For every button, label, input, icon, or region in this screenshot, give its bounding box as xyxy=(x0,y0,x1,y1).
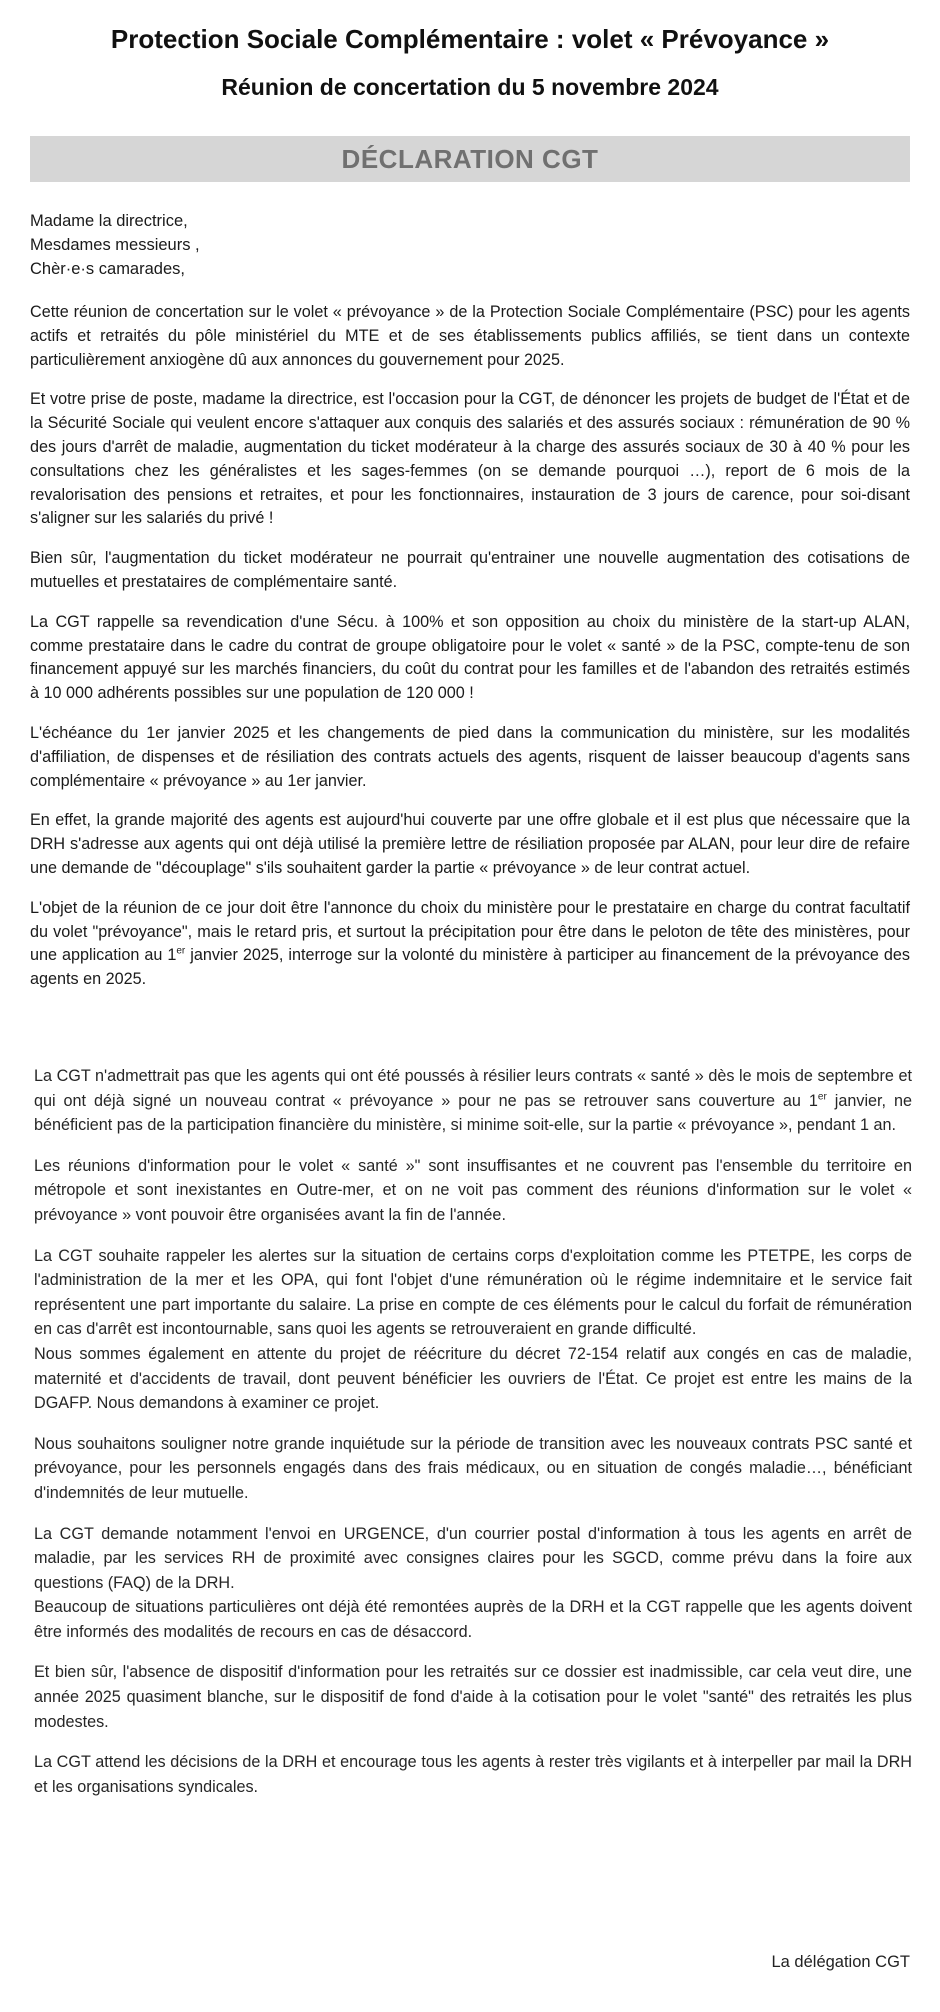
paragraph: Nous souhaitons souligner notre grande inquiétude sur la période de transition avec les nouveaux contrats PSC santé et prévoyance, pour les personnels engagés dans des frais médicaux, ou en situation de congés maladie…, bénéficiant d'indemnités de leur mutuelle. xyxy=(34,1434,912,1502)
paragraph xyxy=(30,897,910,992)
paragraph xyxy=(30,809,910,880)
paragraph: Nous sommes également en attente du projet de réécriture du décret 72-154 relatif aux congés en cas de maladie, maternité et d'accidents de travail, dont peuvent bénéficier les ouvriers de l'État. Ce projet est entre les mains de la DGAFP. Nous demandons à examiner ce projet. xyxy=(34,1344,912,1413)
paragraph-text: En effet, la grande majorité des agents est aujourd'hui couverte par une offre globale et il est plus que nécessaire que la DRH s'adresse aux agents qui ont déjà utilisé la première lettre de résiliation proposée par ALAN, pour leur dire de refaire une demande de "découplage" s'ils souhaitent garder la partie « prévoyance » de leur contrat actuel. xyxy=(30,811,910,877)
paragraph: Et votre prise de poste, madame la directrice, est l'occasion pour la CGT, de dénoncer les projets de budget de l'État et de la Sécurité Sociale qui veulent encore s'attaquer aux conquis des salariés et des assurés sociaux : rémunération de 90 % des jours d'arrêt de maladie, augmentation du ticket modérateur à la charge des assurés sociaux de 30 à 40 % pour les consultations chez les généralistes et les sages-femmes (on se demande pourquoi …), report de 6 mois de la revalorisation des pensions et retraites, et pour les fonctionnaires, instauration de 3 jours de carence, pour soi-disant s'aligner sur les salariés du privé ! xyxy=(30,390,910,528)
paragraph: Et bien sûr, l'absence de dispositif d'information pour les retraités sur ce dossier est inadmissible, car cela veut dire, une année 2025 quasiment blanche, sur le dispositif de fond d'aide à la cotisation pour le volet "santé" des retraités les plus modestes. xyxy=(34,1663,912,1731)
paragraph: La CGT souhaite rappeler les alertes sur la situation de certains corps d'exploitation comme les PTETPE, les corps de l'administration de la mer et les OPA, qui font l'objet d'une rémunération où le régime indemnitaire et le service fait représentent une part importante du salaire. La prise en compte de ces éléments pour le calcul du forfait de rémunération en cas d'arrêt est incontournable, sans quoi les agents se retrouveraient en grande difficulté. xyxy=(34,1246,912,1339)
declaration-body-part-1 xyxy=(30,301,910,1008)
paragraph: La CGT demande notamment l'envoi en URGENCE, d'un courrier postal d'information à tous les agents en arrêt de maladie, par les services RH de proximité avec consignes claires pour les SGCD, comme prévu dans la foire aux questions (FAQ) de la DRH. xyxy=(34,1524,912,1592)
document-subtitle: Réunion de concertation du 5 novembre 2024 xyxy=(221,74,719,100)
paragraph: La CGT rappelle sa revendication d'une Sécu. à 100% et son opposition au choix du ministère de la start-up ALAN, comme prestataire dans le cadre du contrat de groupe obligatoire pour le volet « santé » de la PSC, compte-tenu de son financement appuyé sur les marchés financiers, du coût du contrat pour les familles et de l'abandon des retraités estimés à 10 000 adhérents possibles sur une population de 120 000 ! xyxy=(30,612,910,703)
document-title: Protection Sociale Complémentaire : volet « Prévoyance » xyxy=(110,24,830,54)
paragraph: L'échéance du 1er janvier 2025 et les changements de pied dans la communication du ministère, sur les modalités d'affiliation, de dispenses et de résiliation des contrats actuels des agents, risquent de laisser beaucoup d'agents sans complémentaire « prévoyance » au 1er janvier. xyxy=(30,723,910,790)
paragraph-text: L'objet de la réunion de ce jour doit être l'annonce du choix du ministère pour le prestataire en charge du contrat facultatif du volet "prévoyance", mais le retard pris, et surtout la précipitation pour être dans le peloton de tête des ministères, pour une application au 1 xyxy=(30,898,910,965)
greeting-line: Madame la directrice, xyxy=(30,212,188,230)
paragraph: Bien sûr, l'augmentation du ticket modérateur ne pourrait qu'entrainer une nouvelle augmentation des cotisations de mutuelles et prestataires de complémentaire santé. xyxy=(30,549,910,591)
ordinal-suffix: er xyxy=(176,945,186,957)
paragraph: Les réunions d'information pour le volet « santé »" sont insuffisantes et ne couvrent pas l'ensemble du territoire en métropole et sont inexistantes en Outre-mer, et on ne voit pas comment des réunions d'information sur le volet « prévoyance » vont pouvoir être organisées avant la fin de l'année. xyxy=(34,1156,912,1224)
declaration-banner: DÉCLARATION CGT xyxy=(30,136,910,182)
paragraph-text: janvier, ne bénéficient pas de la participation financière du ministère, si minime soit-elle, sur la partie « prévoyance », pendant 1 an. xyxy=(34,1091,912,1135)
paragraph-text: La CGT n'admettrait pas que les agents qui ont été poussés à résilier leurs contrats « santé » dès le mois de septembre et qui ont déjà signé un nouveau contrat « prévoyance » pour ne pas se retrouver sans couverture au 1 xyxy=(34,1067,912,1110)
signature: La délégation CGT xyxy=(771,1953,910,1971)
paragraph: La CGT attend les décisions de la DRH et encourage tous les agents à rester très vigilants et à interpeller par mail la DRH et les organisations syndicales. xyxy=(34,1753,912,1796)
ordinal-suffix: er xyxy=(817,1091,827,1103)
greeting-line: Mesdames messieurs , xyxy=(30,236,200,254)
declaration-body-part-2 xyxy=(34,1064,912,1815)
greeting xyxy=(30,209,200,281)
paragraph xyxy=(34,1064,912,1138)
greeting-line: Chèr·e·s camarades, xyxy=(30,260,185,278)
paragraph: Cette réunion de concertation sur le volet « prévoyance » de la Protection Sociale Complémentaire (PSC) pour les agents actifs et retraités du pôle ministériel du MTE et de ses établissements publics affiliés, se tient dans un contexte particulièrement anxiogène dû aux annonces du gouvernement pour 2025. xyxy=(30,303,910,369)
paragraph-text: janvier 2025, interroge sur la volonté du ministère à participer au financement de la prévoyance des agents en 2025. xyxy=(30,946,911,989)
paragraph: Beaucoup de situations particulières ont déjà été remontées auprès de la DRH et la CGT rappelle que les agents doivent être informés des modalités de recours en cas de désaccord. xyxy=(34,1598,912,1641)
